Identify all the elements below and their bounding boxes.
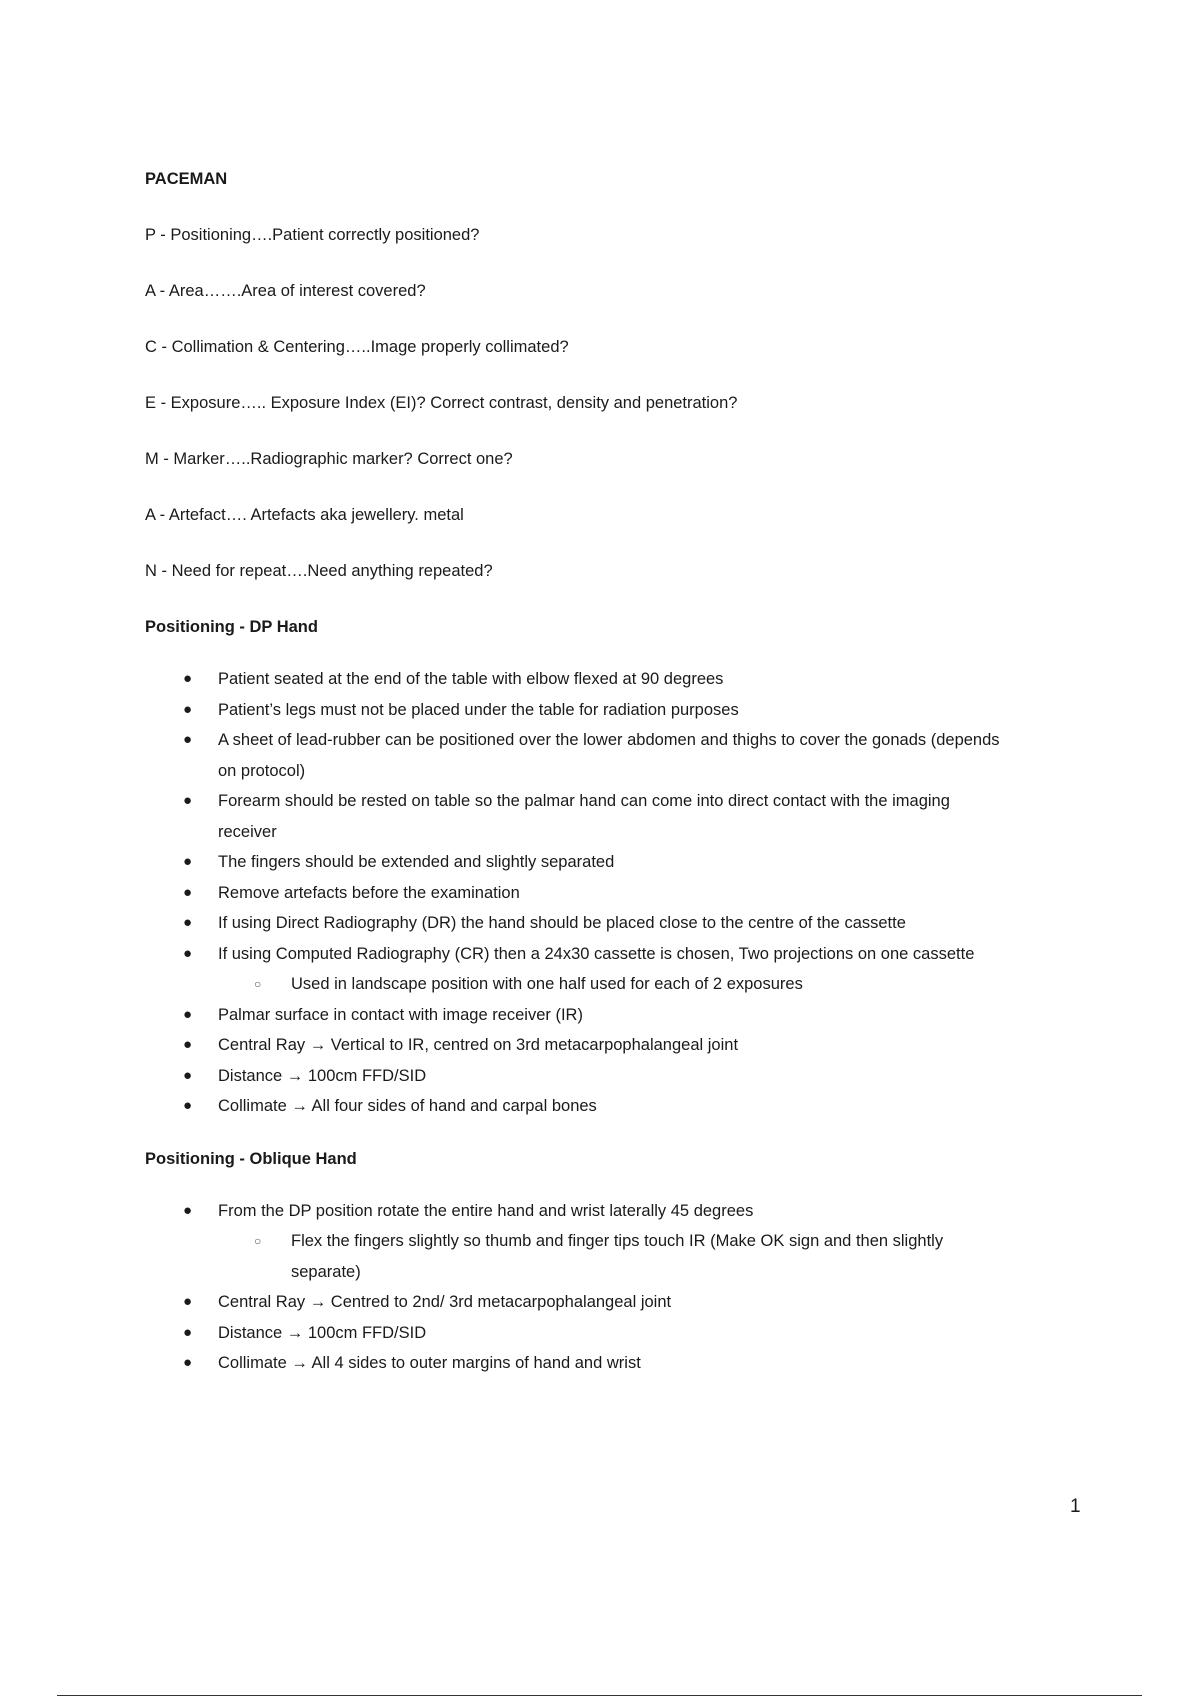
list-item: ● Collimate → All four sides of hand and carpal bones bbox=[145, 1091, 1090, 1122]
sub-list-item: ○ Flex the fingers slightly so thumb and finger tips touch IR (Make OK sign and then slightly separate) bbox=[218, 1226, 1090, 1287]
list-item: ● Patient’s legs must not be placed under the table for radiation purposes bbox=[145, 695, 1090, 726]
bullet-icon: ● bbox=[183, 1036, 193, 1053]
list-item: ● From the DP position rotate the entire hand and wrist laterally 45 degrees ○ Flex the fingers slightly so thumb and finger tips touch IR (Make OK sign and then slightly separate) bbox=[145, 1196, 1090, 1288]
bullet-icon: ● bbox=[183, 670, 193, 687]
section-heading-dp-hand: Positioning - DP Hand bbox=[145, 618, 318, 636]
sub-bullet-icon: ○ bbox=[254, 977, 262, 991]
paceman-line-a-area: A - Area…….Area of interest covered? bbox=[145, 282, 426, 300]
footer-divider bbox=[57, 1695, 1142, 1696]
bullet-icon: ● bbox=[183, 883, 193, 901]
page-number: 1 bbox=[1070, 1496, 1081, 1517]
paceman-line-c: C - Collimation & Centering…..Image properly collimated? bbox=[145, 338, 569, 356]
sub-bullet-icon: ○ bbox=[254, 1234, 262, 1248]
bullet-icon: ● bbox=[183, 1066, 193, 1084]
bullet-icon: ● bbox=[183, 853, 193, 870]
bullet-icon: ● bbox=[183, 792, 193, 809]
list-item: ● If using Computed Radiography (CR) then a 24x30 cassette is chosen, Two projections on one cassette ○ Used in landscape position with one half used for each of 2 exposures bbox=[145, 939, 1090, 1000]
list-item: ● Patient seated at the end of the table with elbow flexed at 90 degrees bbox=[145, 664, 1090, 695]
section-heading-oblique-hand: Positioning - Oblique Hand bbox=[145, 1149, 357, 1168]
paceman-line-m: M - Marker…..Radiographic marker? Correct one? bbox=[145, 450, 513, 468]
list-item: ● If using Direct Radiography (DR) the hand should be placed close to the centre of the cassette bbox=[145, 908, 1090, 939]
paceman-line-a-artefact: A - Artefact…. Artefacts aka jewellery. metal bbox=[145, 506, 464, 524]
bullet-icon: ● bbox=[183, 1005, 193, 1023]
bullet-icon: ● bbox=[183, 1097, 193, 1114]
paceman-line-n: N - Need for repeat….Need anything repeated? bbox=[145, 562, 493, 580]
list-item: ● Palmar surface in contact with image receiver (IR) bbox=[145, 1000, 1090, 1031]
list-item: ● Remove artefacts before the examination bbox=[145, 878, 1090, 909]
list-item: ● Forearm should be rested on table so the palmar hand can come into direct contact with the imaging receiver bbox=[145, 786, 1090, 847]
list-item: ● The fingers should be extended and slightly separated bbox=[145, 847, 1090, 878]
bullet-icon: ● bbox=[183, 1293, 193, 1310]
bullet-icon: ● bbox=[183, 1323, 193, 1341]
oblique-hand-list bbox=[145, 1196, 1090, 1379]
sub-list bbox=[218, 1226, 1090, 1287]
paceman-line-p: P - Positioning….Patient correctly positioned? bbox=[145, 226, 480, 244]
list-item: ● Central Ray → Vertical to IR, centred on 3rd metacarpophalangeal joint bbox=[145, 1030, 1090, 1061]
bullet-icon: ● bbox=[183, 1354, 193, 1371]
page-content bbox=[145, 168, 1090, 1379]
sub-list bbox=[218, 969, 1090, 1000]
bullet-icon: ● bbox=[183, 944, 193, 962]
list-item: ● Collimate → All 4 sides to outer margins of hand and wrist bbox=[145, 1348, 1090, 1379]
paceman-line-e: E - Exposure….. Exposure Index (EI)? Correct contrast, density and penetration? bbox=[145, 394, 738, 412]
list-item: ● A sheet of lead-rubber can be positioned over the lower abdomen and thighs to cover the gonads (depends on protocol) bbox=[145, 725, 1090, 786]
list-item: ● Central Ray → Centred to 2nd/ 3rd metacarpophalangeal joint bbox=[145, 1287, 1090, 1318]
bullet-icon: ● bbox=[183, 731, 193, 748]
page-title: PACEMAN bbox=[145, 170, 228, 188]
list-item: ● Distance → 100cm FFD/SID bbox=[145, 1318, 1090, 1349]
bullet-icon: ● bbox=[183, 1201, 193, 1219]
dp-hand-list bbox=[145, 664, 1090, 1122]
bullet-icon: ● bbox=[183, 914, 193, 931]
bullet-icon: ● bbox=[183, 700, 193, 718]
sub-list-item: ○ Used in landscape position with one half used for each of 2 exposures bbox=[218, 969, 1090, 1000]
list-item: ● Distance → 100cm FFD/SID bbox=[145, 1061, 1090, 1092]
